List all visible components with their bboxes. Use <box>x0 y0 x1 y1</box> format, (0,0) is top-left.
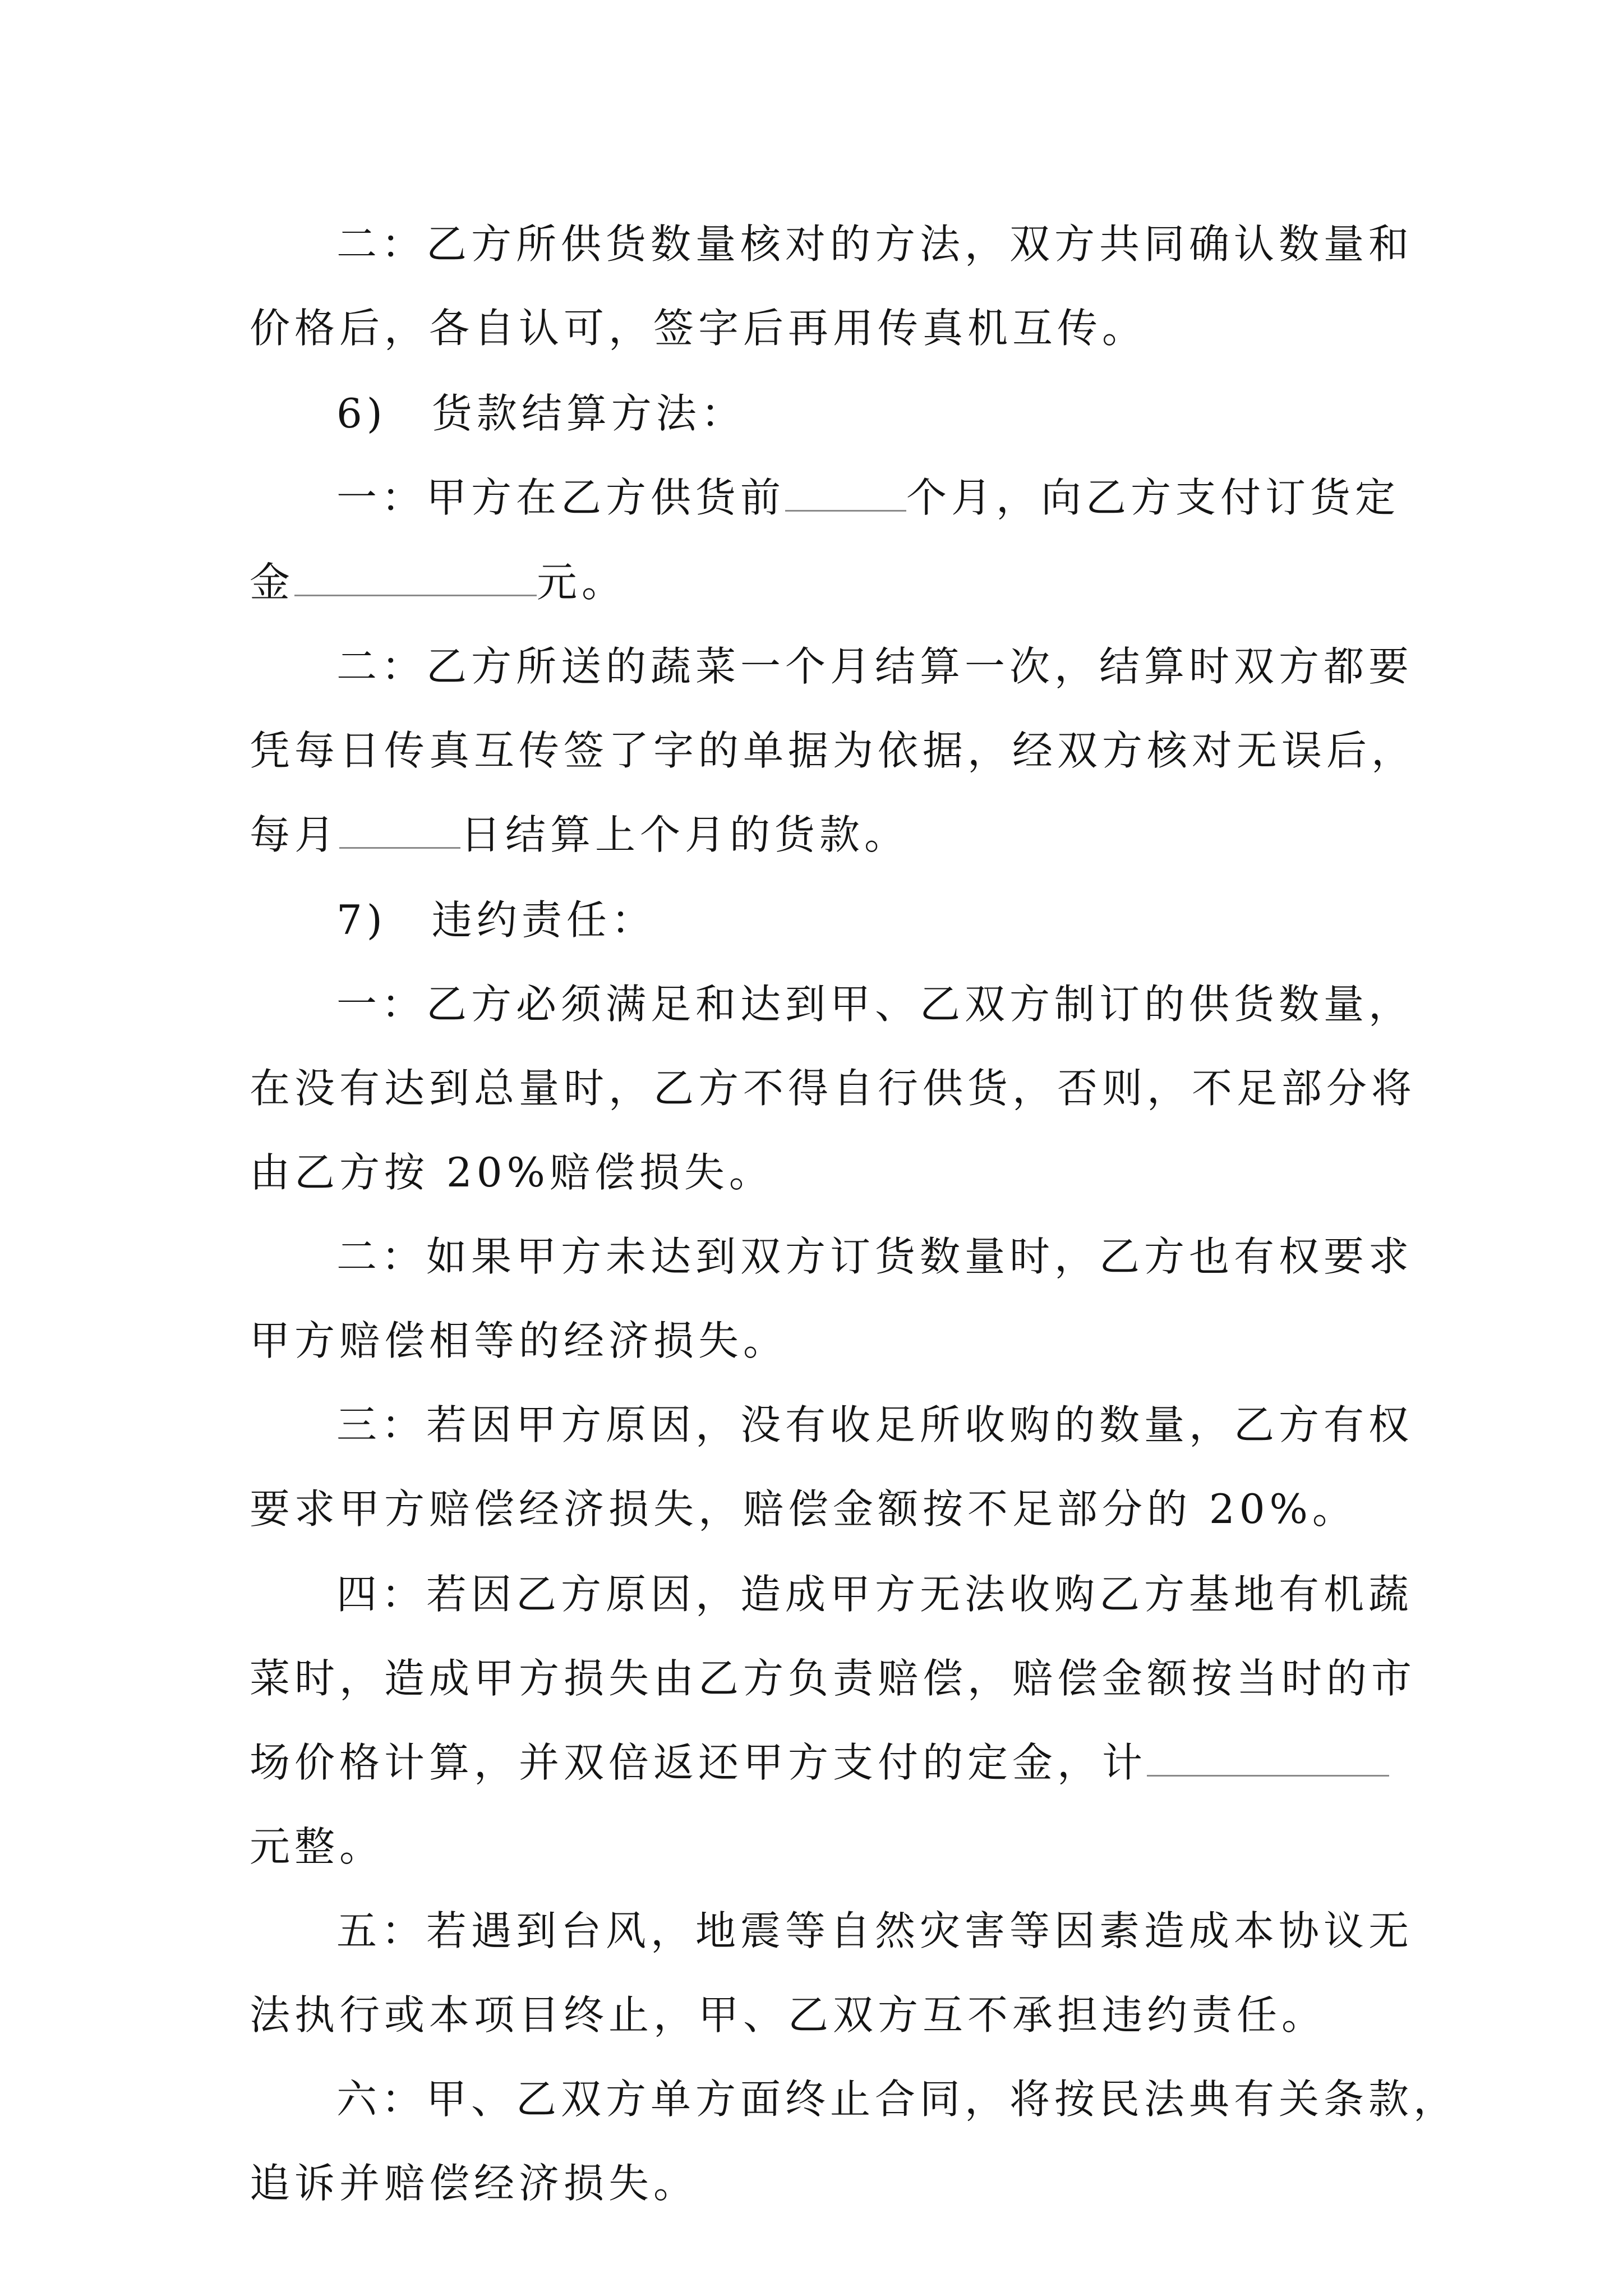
line-text: 法执行或本项目终止，甲、乙双方互不承担违约责任。 <box>250 1991 1327 2039</box>
text-line <box>250 300 1147 356</box>
text-line <box>336 1566 1413 1622</box>
section-heading <box>336 385 746 441</box>
fill-in-blank <box>339 807 460 849</box>
line-text: 个月，向乙方支付订货定 <box>906 474 1400 521</box>
line-text: 二：乙方所送的蔬菜一个月结算一次，结算时双方都要 <box>336 643 1414 690</box>
text-line <box>250 1060 1416 1116</box>
section-heading <box>336 892 656 948</box>
line-text: 三：若因甲方原因，没有收足所收购的数量，乙方有权 <box>336 1401 1414 1448</box>
text-line <box>336 1397 1413 1453</box>
line-text: 二：如果甲方未达到双方订货数量时，乙方也有权要求 <box>336 1233 1414 1280</box>
line-text: 金 <box>250 559 295 606</box>
line-text: 日结算上个月的货款。 <box>460 811 910 858</box>
line-text: 五：若遇到台风，地震等自然灾害等因素造成本协议无 <box>336 1907 1414 1954</box>
text-line <box>250 1987 1326 2043</box>
text-line <box>336 470 1400 526</box>
line-text: 凭每日传真互传签了字的单据为依据，经双方核对无误后， <box>250 727 1417 774</box>
fill-in-blank <box>294 554 537 596</box>
text-line <box>336 216 1413 272</box>
line-text: 一：甲方在乙方供货前 <box>336 474 786 521</box>
line-text: 每月 <box>250 811 340 858</box>
text-line <box>336 1903 1413 1959</box>
line-text: 菜时，造成甲方损失由乙方负责赔偿，赔偿金额按当时的市 <box>250 1655 1417 1702</box>
text-line <box>250 1650 1416 1706</box>
text-line <box>336 976 1413 1032</box>
fill-in-blank <box>785 470 906 512</box>
line-text: 二：乙方所供货数量核对的方法，双方共同确认数量和 <box>336 220 1414 268</box>
line-text: 四：若因乙方原因，造成甲方无法收购乙方基地有机蔬 <box>336 1571 1414 1618</box>
text-line <box>250 807 909 863</box>
line-text: 甲方赔偿相等的经济损失。 <box>250 1317 789 1364</box>
fill-in-blank <box>1147 1734 1389 1777</box>
line-text: 六：甲、乙双方单方面终止合同，将按民法典有关条款， <box>336 2076 1459 2123</box>
line-text: 价格后，各自认可，签字后再用传真机互传。 <box>250 305 1147 352</box>
text-line <box>250 1144 774 1200</box>
line-text: 追诉并赔偿经济损失。 <box>250 2160 699 2207</box>
text-line <box>250 554 626 610</box>
line-text: 元。 <box>537 559 627 606</box>
text-line <box>250 1819 384 1875</box>
line-text: 元整。 <box>250 1823 385 1870</box>
text-line <box>250 1734 1389 1791</box>
line-text: 在没有达到总量时，乙方不得自行供货，否则，不足部分将 <box>250 1065 1417 1112</box>
line-text: 6) 货款结算方法： <box>336 390 746 437</box>
text-line <box>250 2155 698 2211</box>
line-text: 由乙方按 20%赔偿损失。 <box>250 1149 774 1196</box>
line-text: 要求甲方赔偿经济损失，赔偿金额按不足部分的 20%。 <box>250 1485 1357 1533</box>
text-line <box>250 1313 788 1369</box>
line-text: 7) 违约责任： <box>336 896 656 944</box>
text-line <box>250 723 1416 779</box>
text-line <box>336 638 1413 694</box>
text-line <box>336 2071 1458 2127</box>
text-line <box>336 1228 1413 1285</box>
text-line <box>250 1481 1357 1537</box>
line-text: 一：乙方必须满足和达到甲、乙双方制订的供货数量， <box>336 981 1414 1028</box>
line-text: 场价格计算，并双倍返还甲方支付的定金，计 <box>250 1739 1147 1786</box>
